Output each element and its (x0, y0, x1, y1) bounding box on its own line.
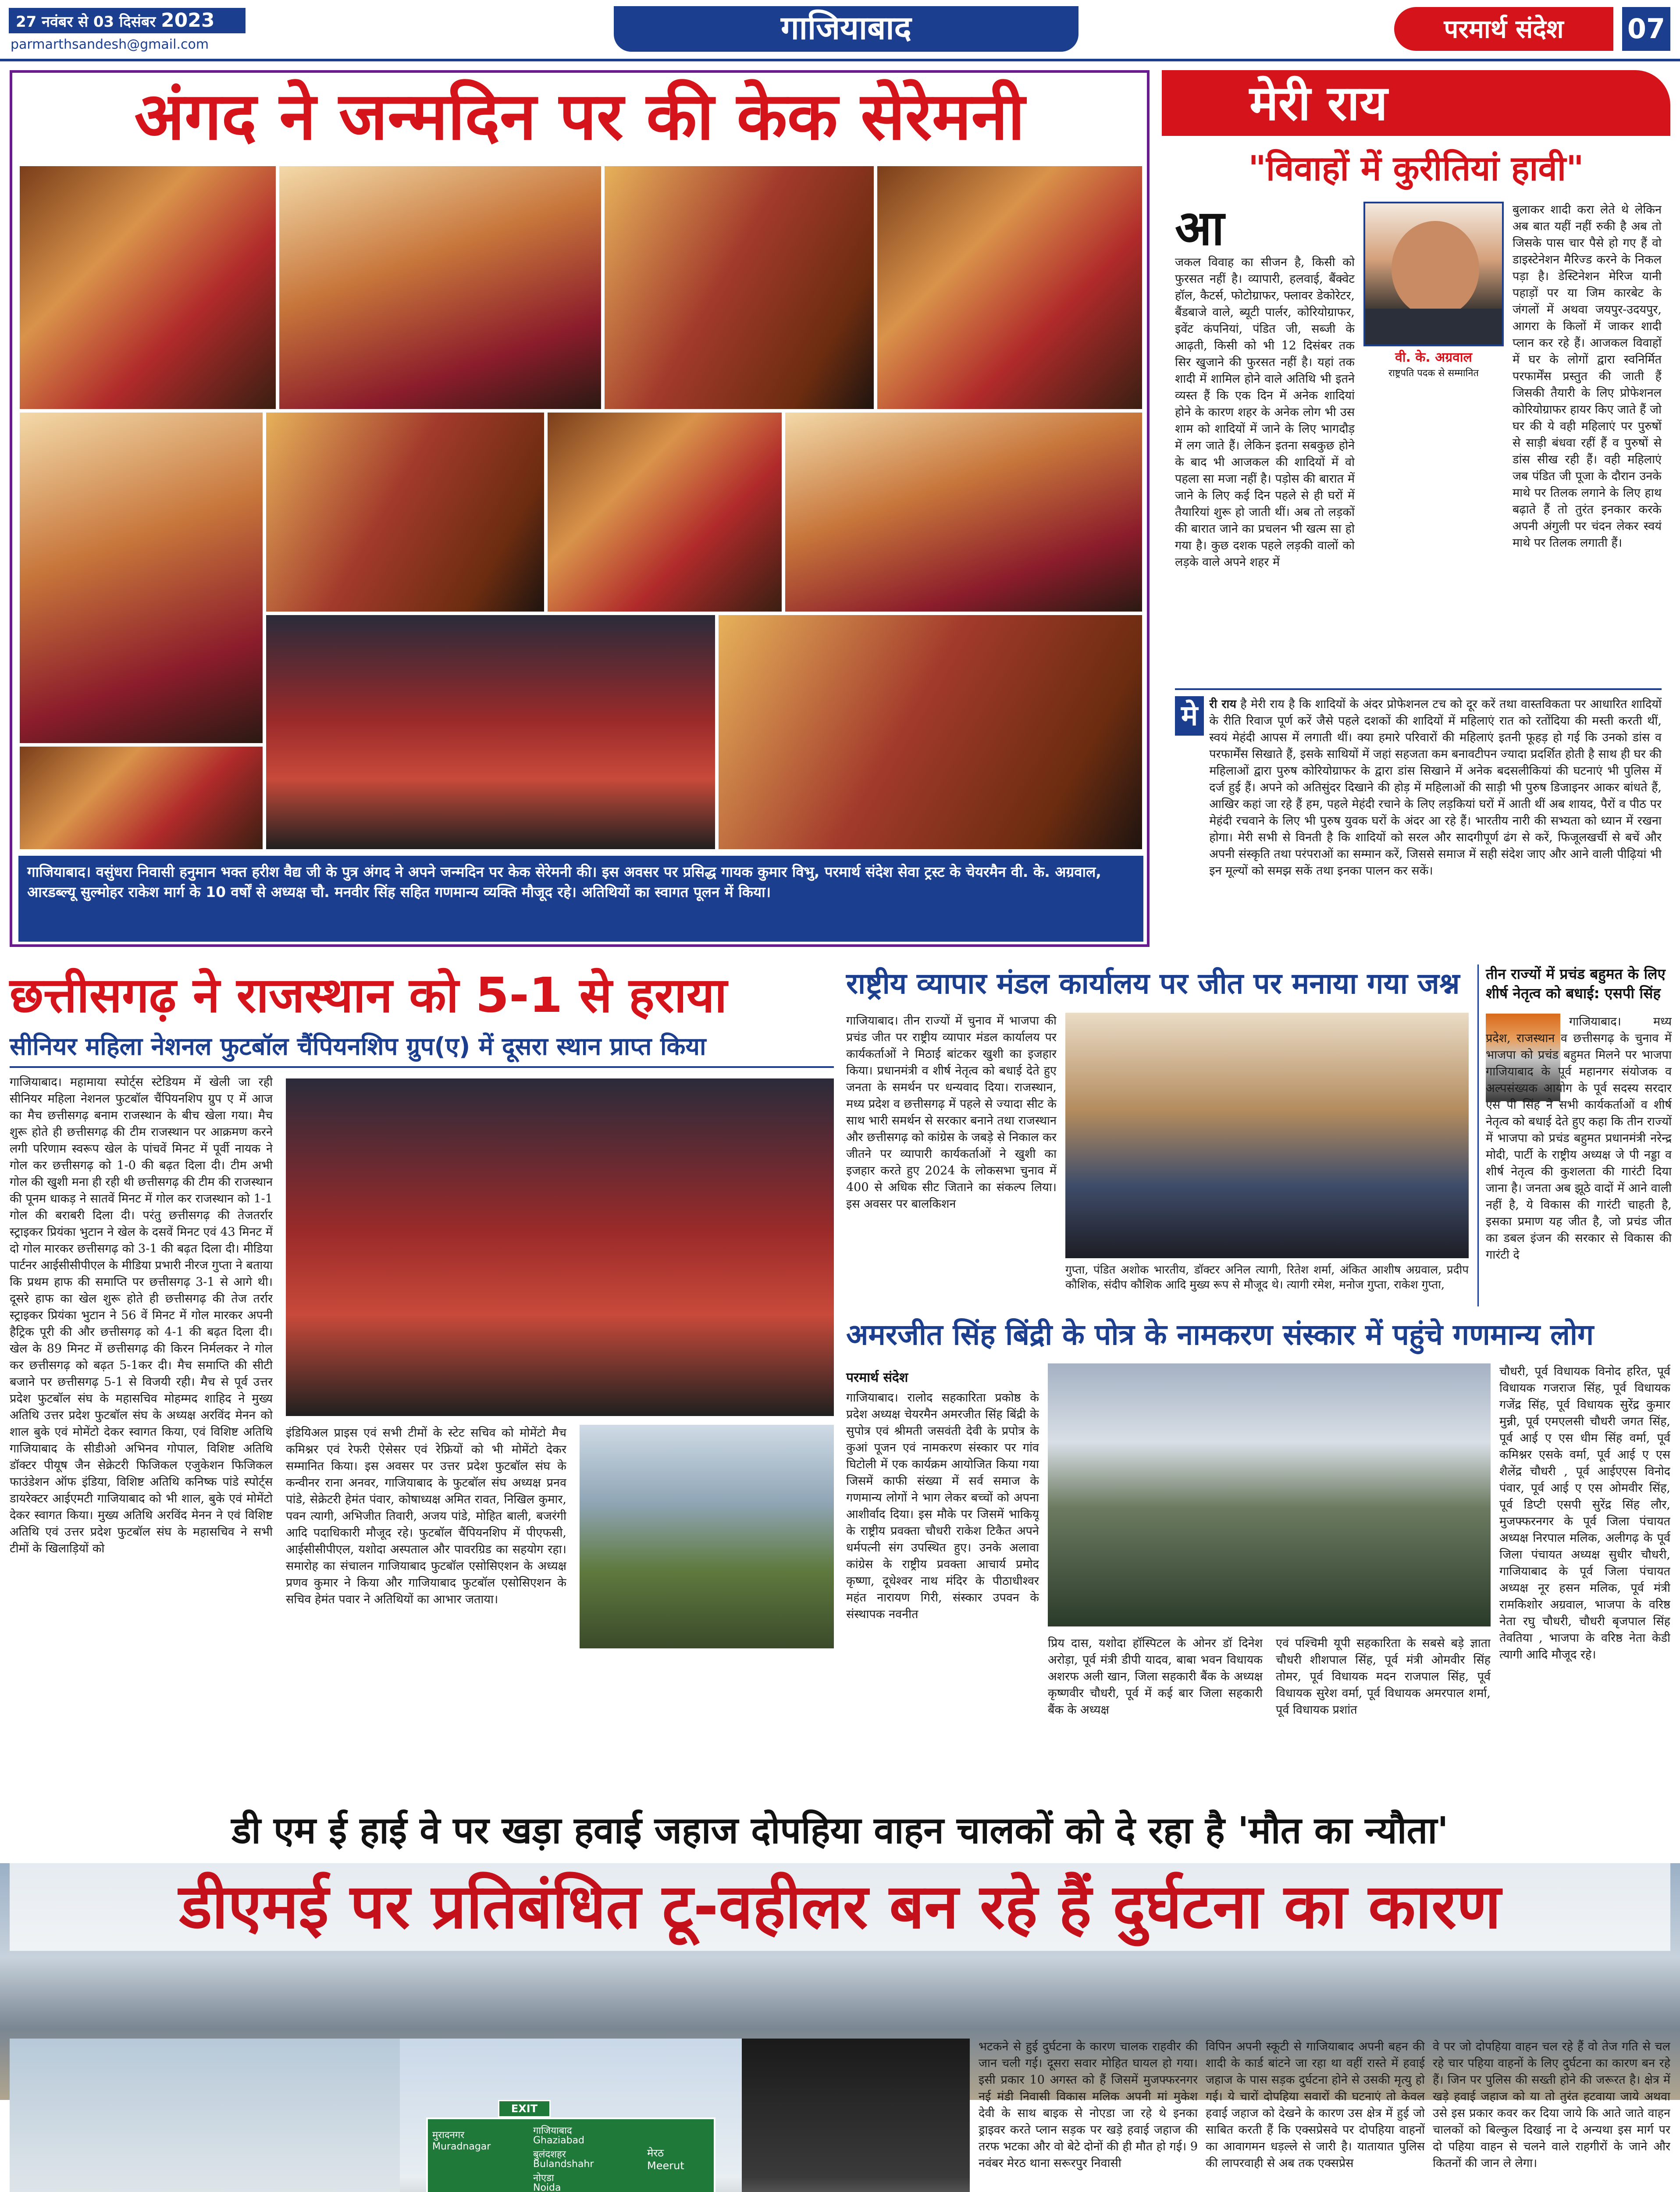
namkaran-col2: प्रिय दास, यशोदा हॉस्पिटल के ओनर डॉ दिनेश अरोड़ा, पूर्व मंत्री डीपी यादव, बाबा भवन विधायक अशरफ अली खान, जिला सहकारी बैंक के अध्यक्ष कृष्णवीर चौधरी, पूर्व में कई बार जिला सहकारी बैंक के अध्यक्ष (1048, 1637, 1263, 1717)
opinion-dropcap: आ (1175, 200, 1224, 256)
paper-name-text: परमार्थ संदेश (1444, 14, 1564, 44)
dme-col-c: वे पर जो दोपहिया वाहन चल रहे हैं वो तेज गति से चल रहे चार पहिया वाहनों के लिए दुर्घटना का कारण बन रहे हैं। जिन पर पुलिस की सख्ती होने की जरूरत है। क्षेत्र में खड़े हवाई जहाज को या तो तुरंत हटवाया जाये अथवा उसे इस प्रकार कवर कर दिया जाये कि आते जाते वाहन चालकों को बिल्कुल दिखाई ना दे अन्यथा इस मार्ग पर दो पहिया वाहन से चलने वाले राहगीरों के जाने और कितनों की जान ले लेगा। (1433, 2040, 1670, 2170)
story-namkaran (846, 1315, 1670, 1797)
road-sign-left1: मुरादनगर (432, 2130, 465, 2141)
photo-cake-gift (603, 165, 875, 410)
photo-cake-women (18, 411, 264, 744)
opinion-headline: "विवाहों में कुरीतियां हावी" (1248, 149, 1584, 189)
photo-cake-group-2 (278, 165, 602, 410)
namkaran-byline: परमार्थ संदेश (846, 1370, 908, 1385)
vyapar-headline: राष्ट्रीय व्यापार मंडल कार्यालय पर जीत पर मनाया गया जश्न (846, 967, 1460, 1000)
football-col2: इंडियिअल प्राइस एवं सभी टीमों के स्टेट सचिव को मोमेंटो मैच कमिश्नर एवं रेफरी ऐसेसर एवं रेफ्रियों को भी मोमेंटो देकर सम्मानित किया। इस अवसर पर उत्तर प्रदेश फुटबॉल संघ के कन्वीनर राना अनवर, गाजियाबाद के फुटबॉल संघ अध्यक्ष प्रनव पांडे, सेक्रेटरी हेमंत पंवार, कोषाध्यक्ष अमित रावत, निखिल कुमार, पवन त्यागी, अभिजीत तिवारी, अजय पांडे, मोहित बाली, बजरंगी आदि पदाधिकारी मौजूद रहे। फुटबॉल चैंपियनशिप में पीएफसी, आईसीसीपीएल, यशोदा अस्पताल और पावरग्रिड का सहयोग रहा। समारोह का संचालन गाजियाबाद फुटबॉल एसोसिएशन के अध्यक्ष प्रणव कुमार ने किया और गाजियाबाद फुटबॉल एसोसिएशन के सचिव हेमंत पवार ने अतिथियों का आभार जताया। (286, 1426, 566, 1606)
paper-name (1394, 7, 1613, 51)
opinion-author-photo (1363, 202, 1504, 346)
story-dme (0, 1802, 1680, 2192)
city-name: गाजियाबाद (781, 9, 911, 47)
road-sign-exit: EXIT (498, 2100, 551, 2117)
road-sign-mid1: गाजियाबाद (533, 2125, 572, 2136)
opinion-box-body: है मेरी राय है कि शादियों के अंदर प्रोफेशनल टच को दूर करें तथा वास्तविकता पर आधारित शादियों के रीति रिवाज पूर्ण करें जैसे पहले दशकों की शादियों में महिलाएं रात को रतोंदिया की मस्ती करती थीं, स्वयं मेहंदी आपस में लगाती थीं। क्या हमारे परिवारों की महिलाएं इतनी फूहड़ हो गई कि उनको डांस व परफार्मेंस सिखाते हैं, इसके साथियों में जहां सहजता कम बनावटीपन ज्यादा प्रदर्शित होती है साथ ही घर की महिलाओं द्वारा पुरुष कोरियोग्राफर के द्वारा डांस सिखाने में अनेक बदसलीकियां की घटनाएं भी पुलिस में दर्ज हुई हैं। अपने को अतिसुंदर दिखाने की होड़ में महिलाओं की साड़ी भी पुरुष डिजाइनर आकर बांधते हैं, आखिर कहां जा रहे हैं हम, पहले मेहंदी रचाने के लिए लड़कियां घरों में आती थीं अब शायद, पैरों व पीठ पर मेहंदी रचवाने के लिए भी पुरुष युवक घरों के अंदर आ रहे हैं। भारतीय नारी की सभ्यता को ध्यान में रखना होगा। मेरी सभी से विनती है कि शादियों को सरल और सादगीपूर्ण ढंग से करें, फिजूलखर्ची से बचें और अपनी संस्कृति तथा परंपराओं का सम्मान करें, जिससे समाज में सही संदेश जाए और आने वाली पीढ़ियां भी इन मूल्यों को समझ सकें तथा इनका पालन कर सकें। (1209, 697, 1662, 878)
football-col1: गाजियाबाद। महामाया स्पोर्ट्स स्टेडियम में खेली जा रही सीनियर महिला नेशनल फुटबॉल चैंपियनशिप ग्रुप ए में आज का मैच छत्तीसगढ़ बनाम राजस्थान के बीच खेला गया। मैच शुरू होते ही छत्तीसगढ़ की टीम राजस्थान पर आक्रमण करने लगी परिणाम स्वरूप खेल के पांचवें मिनट में पूर्वी नायक ने गोल कर छत्तीसगढ़ को 1-0 की बढ़त दिला दी। टीम अभी गोल की खुशी मना ही रही थी छत्तीसगढ़ की टीम की राजस्थान की पूनम धाकड़ ने सातवें मिनट में गोल कर राजस्थान को 1-1 गोल की बराबरी दिला दी। परंतु छत्तीसगढ़ की तेजतर्रार स्ट्राइकर प्रियंका भुटान ने खेल के दसवें मिनट एवं 43 मिनट में दो गोल मारकर छत्तीसगढ़ को 3-1 की बढ़त दिला दी। मीडिया पार्टनर आईसीसीपीएल के मीडिया प्रभारी नीरज गुप्ता ने बताया कि प्रथम हाफ की समाप्ति पर छत्तीसगढ़ 3-1 से आगे थी। दूसरे हाफ का खेल शुरू होते ही छत्तीसगढ़ की तेज तर्रार स्ट्राइकर प्रियंका भुटान ने 56 वें मिनट में गोल मारकर अपनी हैट्रिक पूरी की और छत्तीसगढ़ को 4-1 की बढ़त दिला दी। खेल के 89 मिनट में छत्तीसगढ़ की किरन निर्मलकर ने गोल कर छत्तीसगढ़ को बढ़त 5-1कर दी। मैच समाप्ति की सीटी बजाने पर छत्तीसगढ़ 5-1 से विजयी रही। मैच से पूर्व उत्तर प्रदेश फुटबॉल संघ के महासचिव मोहम्मद शाहिद ने मुख्य अतिथि उत्तर प्रदेश फुटबॉल संघ के अध्यक्ष अरविंद मेनन को शाल बुके एवं मोमेंटो देकर स्वागत किया, एवं विशिष्ट अतिथि गाजियाबाद के सीडीओ अभिनव गोपाल, विशिष्ट अतिथि डॉक्टर पीयूष जैन सेक्रेटरी फिजिकल एजुकेशन फिजिकल फाउंडेशन ऑफ इंडिया, विशिष्ट अतिथि कनिष्क पांडे स्पोर्ट्स डायरेक्टर आईएमटी गाजियाबाद को भी शाल, बुके एवं मोमेंटो देकर स्वागत किया। मुख्य अतिथि अरविंद मेनन ने एवं विशिष्ट अतिथि एवं उत्तर प्रदेश फुटबॉल संघ के महासचिव ने सभी टीमों के खिलाड़ियों को (10, 1075, 273, 1555)
vyapar-text: गाजियाबाद। तीन राज्यों में चुनाव में भाजपा की प्रचंड जीत पर राष्ट्रीय व्यापार मंडल कार्यालय पर कार्यकर्ताओं ने मिठाई बांटकर खुशी का इजहार किया। प्रधानमंत्री व शीर्ष नेतृत्व को बधाई देते हुए जनता के समर्थन पर धन्यवाद दिया। राजस्थान, मध्य प्रदेश व छत्तीसगढ़ में पहले से ज्यादा सीट के साथ भारी समर्थन से सरकार बनाने तथा राजस्थान और छत्तीसगढ़ को कांग्रेस के जबड़े से निकाल कर जीतने पर व्यापारी कार्यकर्ताओं ने खुशी का इजहार करते हुए 2024 के लोकसभा चुनाव में 400 से अधिक सीट जिताने का संकल्प लिया। इस अवसर पर बालकिशन (846, 1014, 1057, 1211)
photo-dme-expressway (400, 2039, 742, 2192)
namkaran-col1: गाजियाबाद। रालोद सहकारिता प्रकोष्ठ के प्रदेश अध्यक्ष चेयरमैन अमरजीत सिंह बिंद्री के सुपोत्र एवं श्रीमती जसवंती देवी के प्रपोत्र के कुआं पूजन एवं नामकरण संस्कार पर गांव घिटोली में एक कार्यक्रम आयोजित किया गया जिसमें काफी संख्या में सर्व समाज के गणमान्य लोगों ने भाग लेकर बच्चों को अपना आशीर्वाद दिया। इस मौके पर जिसमें भाकियू के राष्ट्रीय प्रवक्ता चौधरी राकेश टिकैत अपने धर्मपत्नी संग उपस्थित हुए। उनके अलावा कांग्रेस के राष्ट्रीय प्रवक्ता आचार्य प्रमोद कृष्णा, दूधेश्वर नाथ मंदिर के पीठाधीश्वर महंत नारायण गिरी, संस्कार उपवन के संस्थापक नवनीत (846, 1391, 1039, 1621)
opinion-author-name: वी. के. अग्रवाल (1395, 350, 1472, 365)
photo-football-team (286, 1078, 834, 1416)
photo-cake-cutting-3 (784, 411, 1143, 613)
opinion-box (1175, 688, 1662, 943)
opinion-box-text (1209, 696, 1662, 942)
page-number (1622, 7, 1670, 51)
masthead-city-banner (614, 6, 1078, 52)
photo-dme-accident-victim (742, 2039, 970, 2192)
opinion-author-title: राष्ट्रपति पदक से सम्मानित (1388, 368, 1479, 379)
photo-vyapar-celebration (1065, 1013, 1469, 1258)
opinion-col2: बुलाकर शादी करा लेते थे लेकिन अब बात यहीं नहीं रुकी है अब तो जिसके पास चार पैसे हो गए हैं वो डाइस्टेनेशन मैरिज्ड करने के निकल पड़ा है। डेस्टिनेशन मेरिज यानी पहाड़ों पर या जिम कारबेट के जंगलों में अथवा जयपुर-उदयपुर, आगरा के किलों में जाकर शादी प्लान कर रहे हैं। आजकल विवाहों में घर के लोगों द्वारा स्वनिर्मित परफार्मेंस प्रस्तुत की जाती हैं जिसकी तैयारी के लिए प्रोफेशनल कोरियोग्राफर हायर किए जाते हैं जो घर की ये वही महिलाएं पर पुरुषों से साड़ी बंधवा रहीं हैं व पुरुषों से डांस सीख रही हैं। वही महिलाएं जब पंडित जी पूजा के दौरान उनके माथे पर तिलक लगाने के लिए हाथ बढ़ाते हैं तो तुरंत इनकार करके अपनी अंगुली पर चंदन लेकर स्वयं माथे पर तिलक लगाती हैं। (1513, 203, 1662, 550)
sp-singh-text: गाजियाबाद। मध्य प्रदेश, राजस्थान व छत्तीसगढ़ के चुनाव में भाजपा को प्रचंड बहुमत मिलने पर भाजपा गाजियाबाद के पूर्व महानगर संयोजक व अल्पसंख्यक आयोग के पूर्व सदस्य सरदार एस पी सिंह ने सभी कार्यकर्ताओं व शीर्ष नेतृत्व को बधाई देते हुए कहा कि तीन राज्यों में भाजपा को प्रचंड बहुमत प्रधानमंत्री नरेन्द्र मोदी, पार्टी के राष्ट्रीय अध्यक्ष जे पी नड्डा व शीर्ष नेतृत्व की कुशलता की गारंटी दिया जाना है। जनता अब झूठे वादों में आने वाली नहीं है, ये विकास की गारंटी चाहती है, इसका प्रमाण यह जीत है, जो प्रचंड जीत का डबल इंजन की सरकार से विकास की गारंटी दे (1486, 1015, 1672, 1262)
story-cake-headline: अंगद ने जन्मदिन पर की केक सेरेमनी (134, 78, 1025, 155)
page-number-text: 07 (1627, 13, 1666, 45)
issue-date: 27 नवंबर से 03 दिसंबर (16, 13, 156, 31)
vyapar-caption: गुप्ता, पंडित अशोक भारतीय, डॉक्टर अनिल त्यागी, रितेश शर्मा, अंकित आशीष अग्रवाल, प्रदीप कौशिक, संदीप कौशिक आदि मुख्य रूप से मौजूद थे। त्यागी रमेश, मनोज गुप्ता, राकेश गुप्ता, (1065, 1263, 1469, 1292)
dme-col-a: भटकने से हुई दुर्घटना के कारण चालक राहवीर की जान चली गई। दूसरा सवार मोहित घायल हो गया। इसी प्रकार 10 अगस्त को हैं जिसमें मुजफ्फरनगर नई मंडी निवासी विकास मलिक अपनी मां मुकेश देवी के साथ बाइक से नोएडा जा रहे थे इनका ड्राइवर करते प्लान सड़क पर खड़े हवाई जहाज की तरफ भटका और वो बेटे दोनों की ही मौत हो गई। 9 नवंबर मेरठ थाना सरूरपुर निवासी (979, 2040, 1198, 2170)
story-vyapar (846, 964, 1469, 1306)
opinion-box-lead: री राय (1209, 697, 1237, 711)
opinion-banner (1162, 70, 1670, 136)
namkaran-headline: अमरजीत सिंह बिंद्री के पोत्र के नामकरण संस्कार में पहुंचे गणमान्य लोग (846, 1318, 1594, 1352)
photo-cake-group-1 (18, 165, 277, 410)
photo-dme-plane-roadside (10, 2039, 400, 2192)
sp-singh-headline: तीन राज्यों में प्रचंड बहुमत के लिए शीर्ष नेतृत्व को बधाई: एसपी सिंह (1486, 965, 1666, 1002)
story-cake-caption: गाजियाबाद। वसुंधरा निवासी हनुमान भक्त हरीश वैद्य जी के पुत्र अंगद ने अपने जन्मदिन पर केक सेरेमनी की। इस अवसर पर प्रसिद्ध गायक कुमार विभु, परमार्थ संदेश सेवा ट्रस्ट के चेयरमैन वी. के. अग्रवाल, आरडब्ल्यू सुल्मोहर राकेश मार्ग के 10 वर्षों से अध्यक्ष चौ. मनवीर सिंह सहित गणमान्य व्यक्ति मौजूद रहे। अतिथियों का स्वागत पूलन में किया। (18, 856, 1143, 942)
issue-year: 2023 (161, 9, 215, 32)
football-headline: छत्तीसगढ़ ने राजस्थान को 5-1 से हराया (10, 967, 727, 1023)
photo-cake-guests (876, 165, 1143, 410)
photo-cake-table (717, 614, 1143, 850)
story-cake-ceremony (10, 70, 1150, 947)
opinion-col1: जकल विवाह का सीजन है, किसी को फुरसत नहीं है। व्यापारी, हलवाई, बैंक्वेट हॉल, कैटर्स, फोटोग्राफर, फ्लावर डेकोरेटर, बैंडबाजे वाले, ब्यूटी पार्लर, कोरियोग्राफर, इवेंट कंपनियां, पंडित जी, सब्जी के आढ़ती, किसी को भी 12 दिसंबर तक सिर खुजाने की फुरसत नहीं है। यहां तक शादी में शामिल होने वाले अतिथि भी इतने व्यस्त हैं कि एक दिन में अनेक शादियां होने के कारण शहर के अनेक लोग भी उस शाम को शादियों में जाने के लिए भागदौड़ में लग जाते हैं। लेकिन इतना सबकुछ होने के बाद भी आजकल की शादियों में वो पहला सा मजा नहीं है। पड़ोस की बारात में जाने के लिए कई दिन पहले से ही घरों में तैयारियां शुरू हो जाती थीं। अब तो लड़कों की बारात जाने का प्रचलन भी खत्म सा हो गया है। कुछ दशक पहले लड़की वालों को लड़के वाले अपने शहर में (1175, 256, 1355, 569)
photo-cake-cutting-2 (546, 411, 783, 613)
road-sign-left2: Muradnagar (432, 2141, 491, 2152)
photo-cake-cutting-1 (265, 411, 545, 613)
dme-kicker: डी एम ई हाई वे पर खड़ा हवाई जहाज दोपहिया वाहन चालकों को दे रहा है 'मौत का न्यौता' (231, 1809, 1449, 1852)
road-sign-mid4: Bulandshahr (533, 2159, 594, 2170)
opinion-section (1162, 70, 1670, 947)
opinion-banner-text: मेरी राय (1249, 75, 1388, 131)
road-sign-mid5: नोएडा (533, 2173, 554, 2184)
namkaran-col4: चौधरी, पूर्व विधायक विनोद हरित, पूर्व विधायक गजराज सिंह, पूर्व विधायक गजेंद्र सिंह, पूर्व विधायक सुरेंद्र कुमार मुन्नी, पूर्व एमएलसी चौधरी जगत सिंह, पूर्व आई ए एस धीम सिंह वर्मा, पूर्व कमिश्नर एसके वर्मा, पूर्व आई ए एस शैलेंद्र चौधरी , पूर्व आईएएस विनोद पंवार, पूर्व आई ए एस ओमवीर सिंह, पूर्व डिप्टी एसपी सुरेंद्र सिंह लौर, मुजफ्फरनगर के पूर्व जिला पंचायत अध्यक्ष निरपाल मलिक, अलीगढ़ के पूर्व जिला पंचायत अध्यक्ष सुधीर चौधरी, गाजियाबाद के पूर्व जिला पंचायत अध्यक्ष नूर हसन मलिक, पूर्व मंत्री रामकिशोर अग्रवाल, भाजपा के वरिष्ठ नेता रघु चौधरी, चौधरी बृजपाल सिंह तेवतिया , भाजपा के वरिष्ठ नेता केडी त्यागी आदि मौजूद रहे। (1499, 1365, 1670, 1662)
masthead-date-box (9, 8, 246, 33)
dme-headline: डीएमई पर प्रतिबंधित टू-वहीलर बन रहे हैं दुर्घटना का कारण (10, 1863, 1670, 1951)
road-sign (426, 2103, 715, 2192)
road-sign-right2: Meerut (647, 2160, 684, 2172)
road-sign-mid2: Ghaziabad (533, 2135, 585, 2146)
photo-namkaran-guests (1048, 1363, 1491, 1626)
masthead (0, 0, 1680, 61)
football-subhead: सीनियर महिला नेशनल फुटबॉल चैंपियनशिप ग्रुप(ए) में दूसरा स्थान प्राप्त किया (10, 1030, 834, 1068)
story-sp-singh (1477, 964, 1670, 1306)
masthead-email[interactable]: parmarthsandesh@gmail.com (11, 37, 209, 52)
namkaran-col3: एवं पश्चिमी यूपी सहकारिता के सबसे बड़े ज्ञाता चौधरी शीशपाल सिंह, पूर्व मंत्री ओमवीर सिंह तोमर, पूर्व विधायक मदन राजपाल सिंह, पूर्व विधायक सुरेश वर्मा, पूर्व विधायक अमरपाल शर्मा, पूर्व विधायक प्रशांत (1276, 1637, 1491, 1717)
road-sign-mid3: बुलंदशहर (533, 2149, 566, 2160)
dme-col-b: विपिन अपनी स्कूटी से गाजियाबाद अपनी बहन की शादी के कार्ड बांटने जा रहा था वहीं रास्ते में हवाई जहाज के पास सड़क दुर्घटना होने से उसकी मृत्यु हो गई। ये चारों दोपहिया सवारों की घटनाएं तो केवल हवाई जहाज को देखने के कारण उस क्षेत्र में हुई जो साबित करती हैं कि एक्सप्रेसवे पर दोपहिया वाहनों का आवागमन धड़ल्ले से जारी है। यातायात पुलिस की लापरवाही से अब तक एक्सप्रेस (1206, 2040, 1425, 2170)
photo-football-match (580, 1425, 834, 1648)
road-sign-right1: मेरठ (647, 2147, 664, 2159)
opinion-box-dropcap: मे (1175, 696, 1204, 736)
photo-cake-boy-guests (265, 614, 716, 850)
story-football (10, 964, 834, 1797)
photo-cake-lady (18, 745, 264, 850)
road-sign-mid6: Noida (533, 2182, 561, 2192)
